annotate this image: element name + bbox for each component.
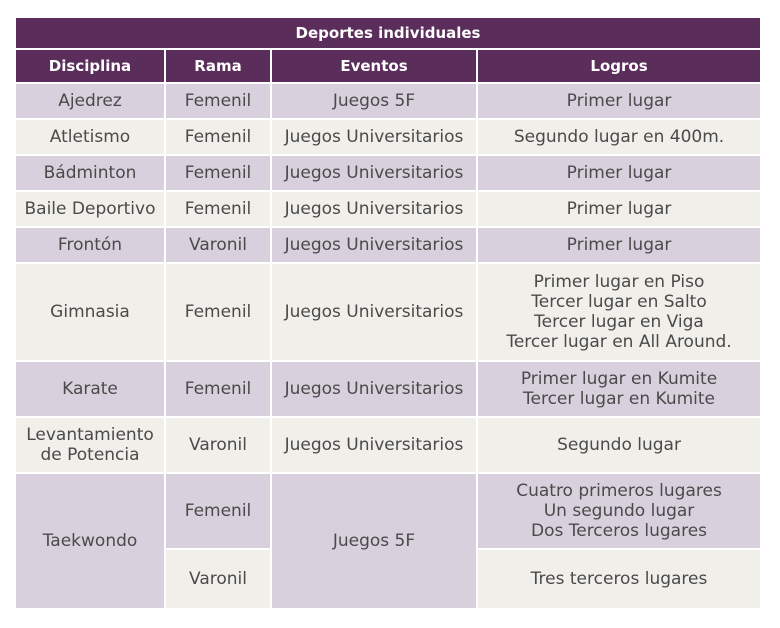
header-disciplina: Disciplina — [16, 50, 166, 84]
cell-eventos: Juegos Universitarios — [272, 264, 478, 362]
individual-sports-table — [16, 18, 760, 610]
logro-line: Tercer lugar en Viga — [534, 312, 704, 332]
cell-rama: Femenil — [166, 474, 272, 550]
cell-eventos: Juegos Universitarios — [272, 156, 478, 192]
cell-eventos: Juegos Universitarios — [272, 418, 478, 474]
cell-disciplina: Baile Deportivo — [16, 192, 166, 228]
cell-disciplina: Frontón — [16, 228, 166, 264]
logro-line: Tercer lugar en Salto — [531, 292, 707, 312]
cell-logros: Primer lugar — [478, 228, 760, 264]
cell-eventos: Juegos 5F — [272, 474, 478, 610]
cell-rama: Femenil — [166, 362, 272, 418]
cell-logros — [478, 362, 760, 418]
cell-rama: Varonil — [166, 418, 272, 474]
cell-disciplina: Atletismo — [16, 120, 166, 156]
cell-disciplina — [16, 418, 166, 474]
logro-line: Dos Terceros lugares — [530, 521, 708, 541]
table-row — [16, 156, 760, 192]
table-row — [16, 264, 760, 362]
cell-disciplina: Karate — [16, 362, 166, 418]
cell-logros: Primer lugar — [478, 84, 760, 120]
header-logros: Logros — [478, 50, 760, 84]
disciplina-line: de Potencia — [40, 445, 140, 465]
table-row — [16, 418, 760, 474]
cell-rama: Varonil — [166, 228, 272, 264]
cell-eventos: Juegos 5F — [272, 84, 478, 120]
cell-eventos: Juegos Universitarios — [272, 362, 478, 418]
cell-logros: Segundo lugar — [478, 418, 760, 474]
cell-eventos: Juegos Universitarios — [272, 192, 478, 228]
cell-rama: Varonil — [166, 550, 272, 610]
logro-line: Tercer lugar en Kumite — [523, 389, 716, 409]
cell-logros: Segundo lugar en 400m. — [478, 120, 760, 156]
table-row — [16, 228, 760, 264]
cell-logros: Tres terceros lugares — [478, 550, 760, 610]
table-row — [16, 192, 760, 228]
cell-eventos: Juegos Universitarios — [272, 120, 478, 156]
cell-logros — [478, 264, 760, 362]
logro-line: Primer lugar en Piso — [533, 272, 705, 292]
table-title: Deportes individuales — [16, 18, 760, 50]
header-rama: Rama — [166, 50, 272, 84]
cell-rama: Femenil — [166, 192, 272, 228]
cell-disciplina: Gimnasia — [16, 264, 166, 362]
logro-line: Primer lugar en Kumite — [520, 369, 718, 389]
table-row — [16, 474, 760, 550]
cell-disciplina: Bádminton — [16, 156, 166, 192]
table-row — [16, 362, 760, 418]
disciplina-line: Levantamiento — [26, 425, 154, 445]
cell-rama: Femenil — [166, 156, 272, 192]
cell-rama: Femenil — [166, 264, 272, 362]
header-row — [16, 50, 760, 84]
table-row — [16, 84, 760, 120]
cell-logros — [478, 474, 760, 550]
cell-logros: Primer lugar — [478, 156, 760, 192]
cell-disciplina: Ajedrez — [16, 84, 166, 120]
cell-logros: Primer lugar — [478, 192, 760, 228]
header-eventos: Eventos — [272, 50, 478, 84]
sports-table-container — [16, 18, 760, 610]
cell-eventos: Juegos Universitarios — [272, 228, 478, 264]
cell-rama: Femenil — [166, 120, 272, 156]
logro-line: Tercer lugar en All Around. — [506, 332, 732, 352]
cell-rama: Femenil — [166, 84, 272, 120]
logro-line: Un segundo lugar — [543, 501, 695, 521]
cell-disciplina: Taekwondo — [16, 474, 166, 610]
logro-line: Cuatro primeros lugares — [516, 481, 722, 501]
table-row — [16, 120, 760, 156]
